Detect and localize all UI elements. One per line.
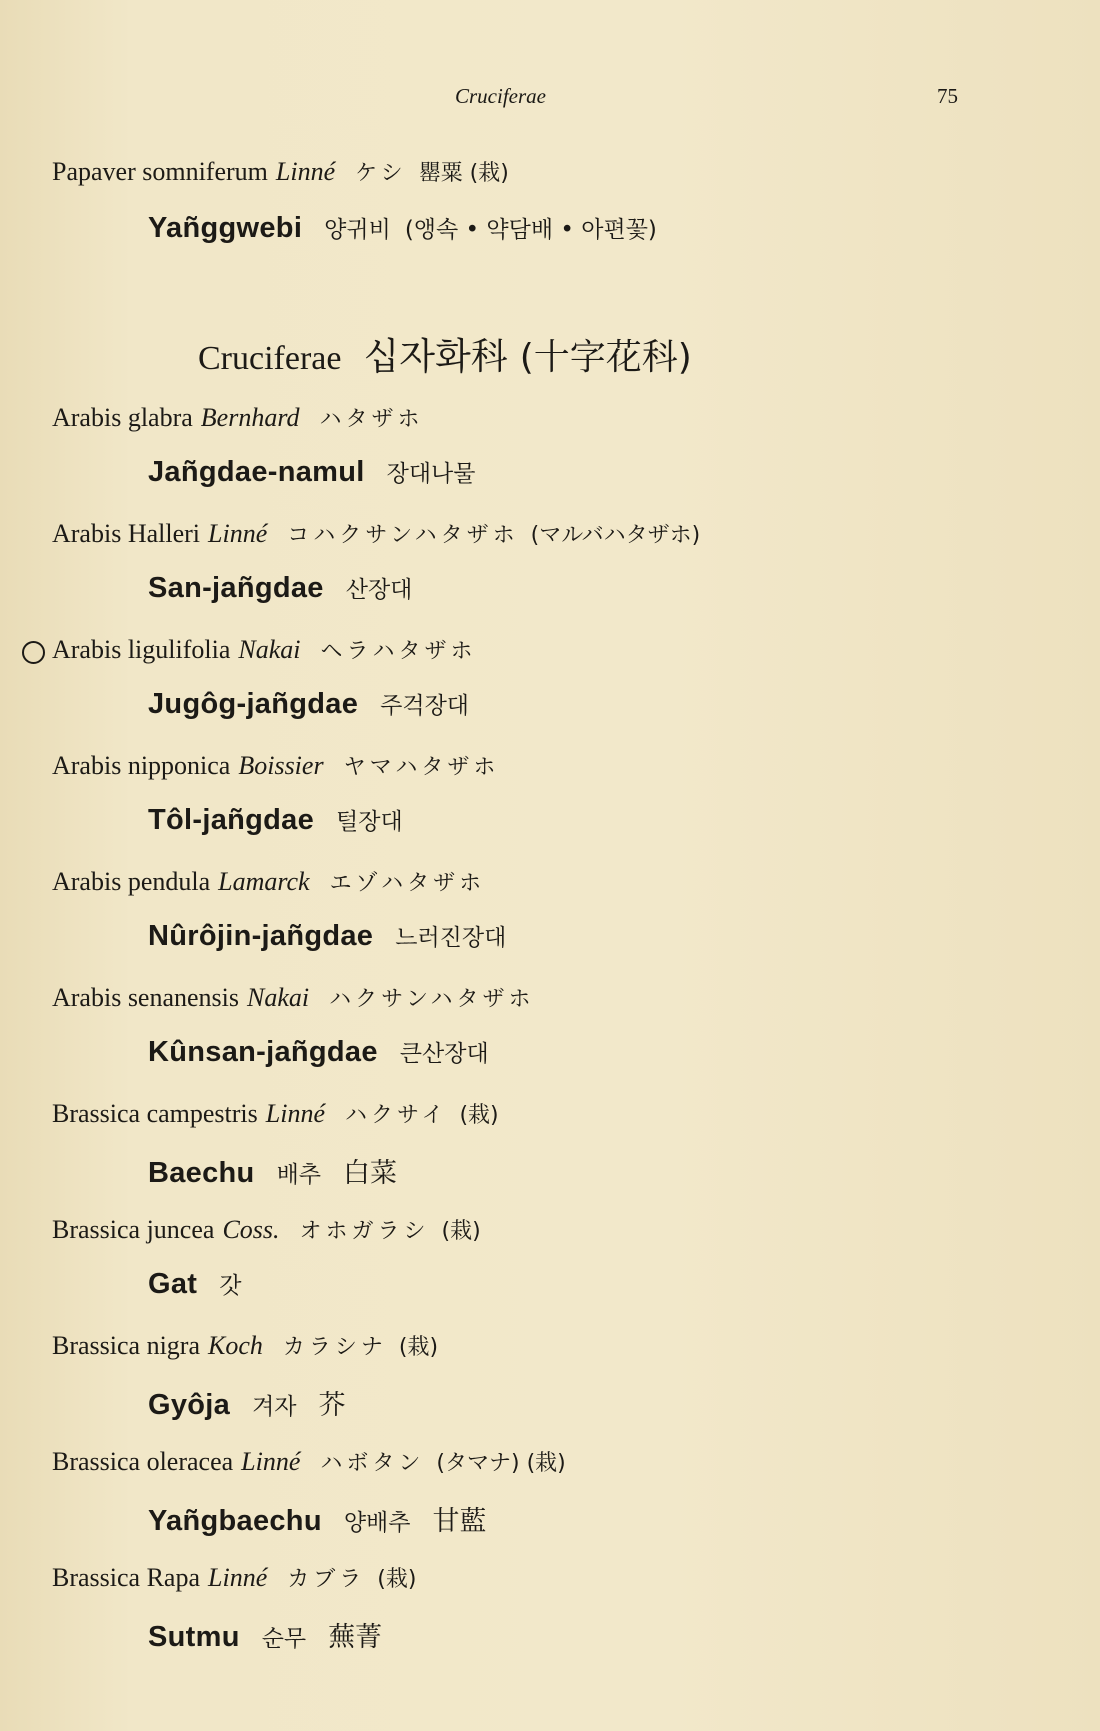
author: Lamarck bbox=[218, 867, 310, 896]
hangul-name: 산장대 bbox=[345, 577, 413, 603]
hangul-name: 겨자 bbox=[252, 1394, 297, 1420]
japanese-name: ヤマハタザホ bbox=[343, 755, 500, 780]
author: Coss. bbox=[222, 1215, 280, 1244]
note: (マルバハタザホ) bbox=[530, 523, 701, 548]
scientific-name-line bbox=[52, 1562, 416, 1593]
author: Linné bbox=[241, 1447, 301, 1476]
korean-name-line bbox=[148, 1267, 263, 1301]
japanese-name: ハタザホ bbox=[319, 407, 424, 432]
japanese-name: ハボタン bbox=[320, 1451, 425, 1476]
author: Linné bbox=[275, 157, 336, 186]
romanized-name: Kûnsan-jañgdae bbox=[148, 1036, 378, 1068]
scientific-name-line bbox=[52, 1446, 566, 1477]
author: Bernhard bbox=[200, 403, 300, 432]
hanja-name: 蕪菁 bbox=[328, 1622, 383, 1653]
romanized-name: Yañggwebi bbox=[148, 212, 303, 244]
hangul-name: 양귀비 bbox=[324, 217, 391, 243]
author: Boissier bbox=[238, 751, 324, 780]
species-name: Arabis pendula bbox=[52, 867, 211, 896]
scientific-name-line bbox=[52, 982, 547, 1013]
note: (栽) bbox=[398, 1335, 439, 1360]
species-name: Brassica nigra bbox=[52, 1331, 201, 1360]
korean-name-line bbox=[148, 1035, 511, 1069]
romanized-name: Baechu bbox=[148, 1157, 255, 1189]
note: 罌粟 (栽) bbox=[418, 161, 509, 186]
japanese-name: オホガラシ bbox=[299, 1219, 430, 1244]
korean-name-line bbox=[148, 1499, 486, 1538]
romanized-name: Yañgbaechu bbox=[148, 1505, 322, 1537]
korean-name-line bbox=[148, 455, 498, 489]
family-latin-name: Cruciferae bbox=[198, 340, 342, 377]
japanese-name: コハクサンハタザホ bbox=[287, 523, 519, 548]
scientific-name-line bbox=[52, 750, 511, 781]
romanized-name: Jugôg-jañgdae bbox=[148, 688, 359, 720]
hangul-name: 큰산장대 bbox=[399, 1041, 489, 1067]
hangul-name: 배추 bbox=[276, 1162, 321, 1188]
romanized-name: Sutmu bbox=[148, 1621, 240, 1653]
species-name: Brassica juncea bbox=[52, 1215, 215, 1244]
hanja-name: 芥 bbox=[318, 1390, 346, 1421]
note: (栽) bbox=[459, 1103, 499, 1128]
korean-name-line bbox=[148, 211, 657, 245]
species-name: Arabis Halleri bbox=[52, 519, 201, 548]
hangul-name: 장대나물 bbox=[386, 461, 476, 487]
scientific-name-line bbox=[52, 518, 700, 549]
page-header bbox=[0, 84, 1100, 114]
scientific-name-line bbox=[52, 1098, 499, 1129]
species-name: Brassica oleracea bbox=[52, 1447, 234, 1476]
scientific-name-line bbox=[52, 866, 497, 897]
alternate-names: (앵속 • 약담배 • 아편꽃) bbox=[404, 217, 657, 243]
scientific-name-line bbox=[52, 1330, 438, 1361]
korean-name-line bbox=[148, 803, 425, 837]
romanized-name: Nûrôjin-jañgdae bbox=[148, 920, 374, 952]
author: Linné bbox=[265, 1099, 325, 1128]
japanese-name: カブラ bbox=[287, 1567, 366, 1592]
hangul-name: 느러진장대 bbox=[395, 925, 507, 951]
scientific-name-line bbox=[52, 634, 488, 665]
author: Linné bbox=[208, 519, 268, 548]
hangul-name: 털장대 bbox=[336, 809, 403, 835]
species-name: Arabis nipponica bbox=[52, 751, 231, 780]
species-name: Arabis glabra bbox=[52, 403, 193, 432]
korean-name-line bbox=[148, 571, 434, 605]
korean-name-line bbox=[148, 1151, 397, 1190]
species-name: Brassica campestris bbox=[52, 1099, 258, 1128]
author: Koch bbox=[208, 1331, 263, 1360]
hangul-name: 갓 bbox=[219, 1273, 242, 1299]
author: Nakai bbox=[238, 635, 301, 664]
korean-name-line bbox=[148, 1383, 346, 1422]
hanja-name: 甘藍 bbox=[432, 1506, 487, 1537]
korean-name-line bbox=[148, 687, 491, 721]
scientific-name-line bbox=[52, 156, 509, 187]
hangul-name: 주걱장대 bbox=[380, 693, 470, 719]
note: (タマナ) (栽) bbox=[436, 1451, 566, 1476]
romanized-name: Gat bbox=[148, 1268, 198, 1300]
japanese-name: ハクサイ bbox=[345, 1103, 448, 1128]
family-korean-name: 십자화科 bbox=[363, 335, 508, 378]
japanese-name: ヘラハタザホ bbox=[320, 639, 477, 664]
species-name: Arabis ligulifolia bbox=[52, 635, 231, 664]
romanized-name: Jañgdae-namul bbox=[148, 456, 365, 488]
species-name: Arabis senanensis bbox=[52, 983, 240, 1012]
author: Nakai bbox=[247, 983, 310, 1012]
hanja-name: 白菜 bbox=[343, 1158, 397, 1189]
scientific-name-line bbox=[52, 1214, 481, 1245]
romanized-name: San-jañgdae bbox=[148, 572, 324, 604]
romanized-name: Gyôja bbox=[148, 1389, 231, 1421]
japanese-name: ハクサンハタザホ bbox=[329, 987, 535, 1012]
running-head: Cruciferae bbox=[455, 84, 546, 108]
family-hanja-name: (十字花科) bbox=[519, 337, 692, 378]
korean-name-line bbox=[148, 919, 528, 953]
circle-marker-icon bbox=[22, 641, 45, 664]
species-name: Papaver somniferum bbox=[52, 157, 268, 186]
korean-name-line bbox=[148, 1615, 382, 1654]
japanese-name: カラシナ bbox=[282, 1335, 387, 1360]
note: (栽) bbox=[441, 1219, 481, 1244]
romanized-name: Tôl-jañgdae bbox=[148, 804, 315, 836]
scientific-name-line bbox=[52, 402, 436, 433]
hangul-name: 순무 bbox=[261, 1626, 307, 1652]
japanese-name: エゾハタザホ bbox=[329, 871, 486, 896]
hangul-name: 양배추 bbox=[343, 1510, 411, 1536]
species-name: Brassica Rapa bbox=[52, 1563, 201, 1592]
page-number: 75 bbox=[937, 84, 958, 108]
family-heading bbox=[198, 326, 692, 380]
author: Linné bbox=[208, 1563, 268, 1592]
note: (栽) bbox=[377, 1567, 417, 1592]
japanese-name: ケシ bbox=[355, 161, 407, 186]
